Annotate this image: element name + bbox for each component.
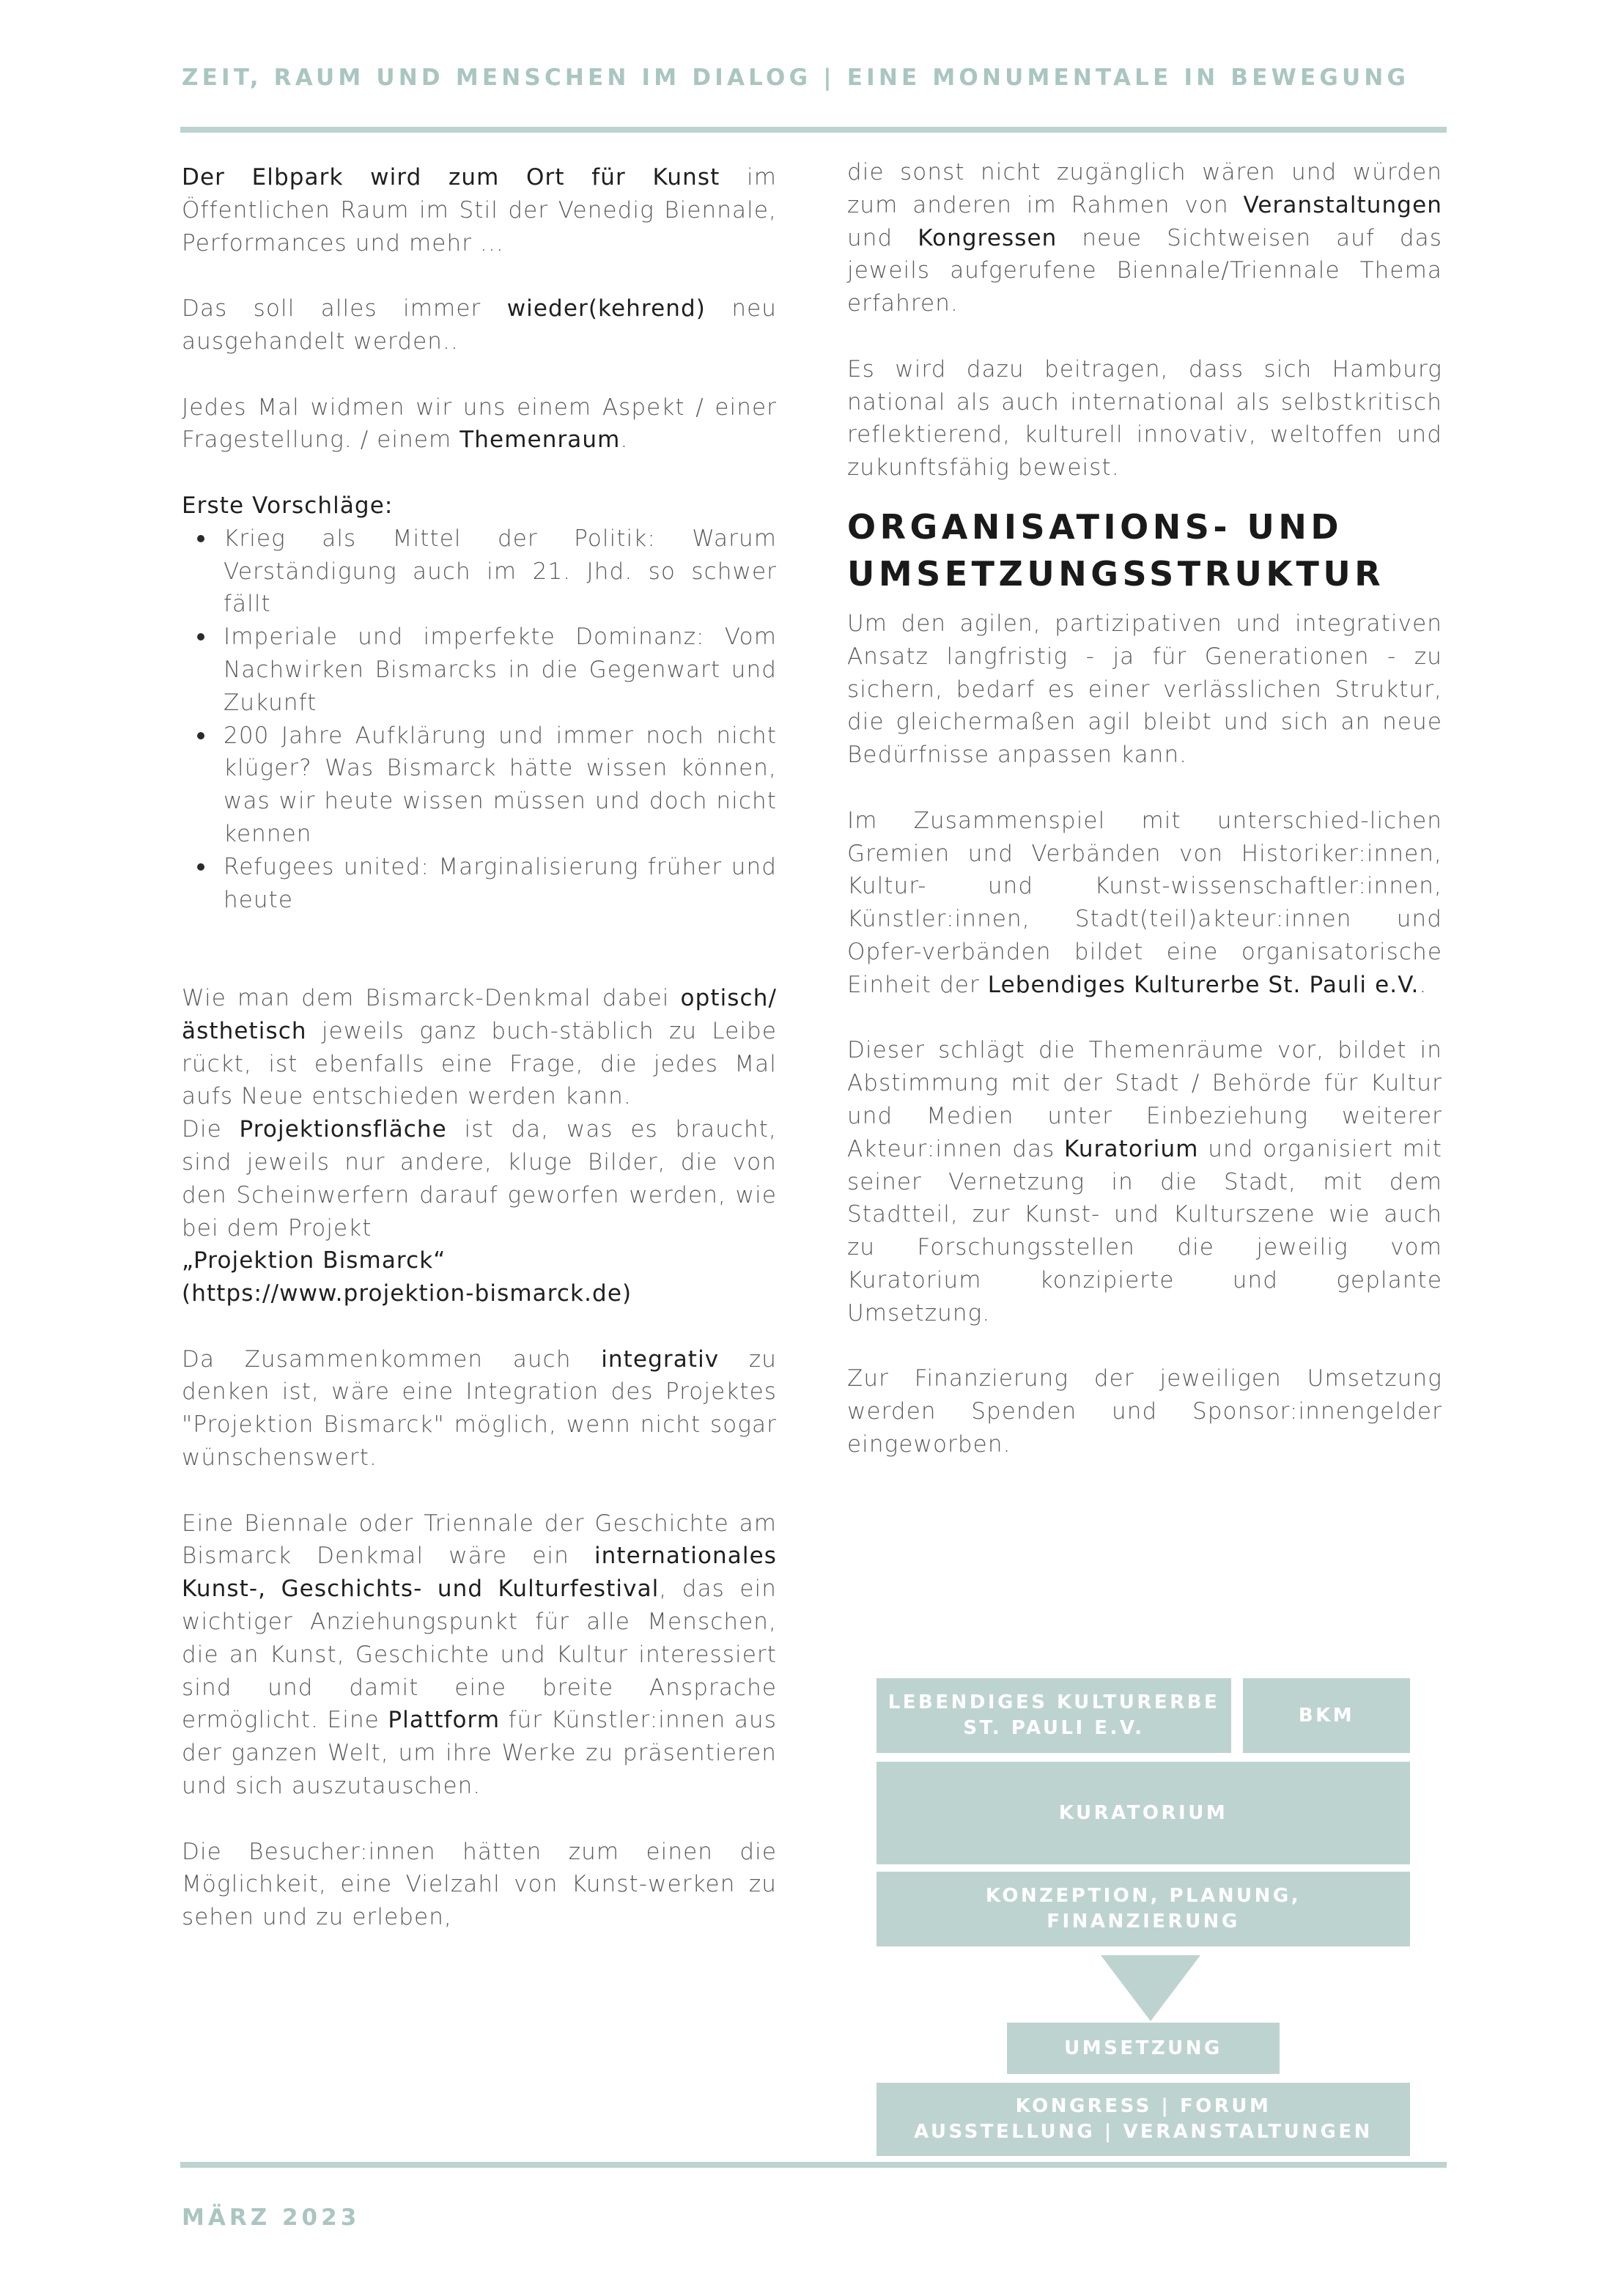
structure-paragraph: Um den agilen, partizipativen und integrativen Ansatz langfristig - ja für Generationen - zu sichern, bedarf es einer verlässlichen Struktur, die gleichermaßen agil bleibt und sich an neue Bedürfnisse anpassen kann. xyxy=(847,610,1442,769)
projection-paragraph: Die Projektionsfläche ist da, was es braucht, sind jeweils nur andere, kluge Bilder, die von den Scheinwerfern darauf geworfen werden, wie bei dem Projekt xyxy=(182,1116,777,1241)
visitors-paragraph: Die Besucher:innen hätten zum einen die Möglichkeit, eine Vielzahl von Kunst-werken zu sehen und zu erleben, xyxy=(182,1838,777,1931)
project-name: „Projektion Bismarck“ xyxy=(182,1247,446,1274)
financing-paragraph: Zur Finanzierung der jeweiligen Umsetzung werden Spenden und Sponsor:innengelder eingeworben. xyxy=(847,1365,1442,1458)
cooperation-paragraph: Im Zusammenspiel mit unterschied-lichen Gremien und Verbänden von Historiker:innen, Kultur- und Kunst-wissenschaftler:innen, Künstler:innen, Stadt(teil)akteur:innen und Opfer-verbänden bildet eine organisatorische Einheit der Lebendiges Kulturerbe St. Pauli e.V.. xyxy=(847,807,1442,998)
right-column xyxy=(847,156,1442,1461)
header-divider xyxy=(180,127,1447,133)
theme-space-paragraph: Jedes Mal widmen wir uns einem Aspekt / einer Fragestellung. / einem Themenraum. xyxy=(182,394,777,454)
proposals-list xyxy=(182,523,777,917)
list-item: Krieg als Mittel der Politik: Warum Verständigung auch im 21. Jhd. so schwer fällt xyxy=(224,523,777,621)
diagram-arrow-down xyxy=(1101,1955,1200,2021)
integration-paragraph: Da Zusammenkommen auch integrativ zu denken ist, wäre eine Integration des Projektes "Projektion Bismarck" möglich, wenn nicht sogar wünschenswert. xyxy=(182,1346,777,1472)
footer-date: MÄRZ 2023 xyxy=(182,2204,361,2231)
diagram-box-bkm: BKM xyxy=(1243,1678,1410,1753)
festival-paragraph: Eine Biennale oder Triennale der Geschichte am Bismarck Denkmal wäre ein internationales Kunst-, Geschichts- und Kulturfestival, das ein wichtiger Anziehungspunkt für alle Menschen, die an Kunst, Geschichte und Kultur interessiert sind und damit eine breite Ansprache ermöglicht. Eine Plattform für Künstler:innen aus der ganzen Welt, um ihre Werke zu präsentieren und sich auszutauschen. xyxy=(182,1510,778,1800)
footer-divider xyxy=(180,2162,1447,2168)
diagram-box-kongress: KONGRESS | FORUM AUSSTELLUNG | VERANSTALTUNGEN xyxy=(876,2083,1410,2156)
diagram-box-kuratorium: KURATORIUM xyxy=(876,1762,1410,1864)
proposals-label: Erste Vorschläge: xyxy=(182,492,394,519)
list-item: 200 Jahre Aufklärung und immer noch nicht klüger? Was Bismarck hätte wissen können, was wir heute wissen müssen und doch nicht kennen xyxy=(224,720,777,851)
page-header: ZEIT, RAUM UND MENSCHEN IM DIALOG | EINE MONUMENTALE IN BEWEGUNG xyxy=(182,64,1410,91)
renegotiation-paragraph: Das soll alles immer wieder(kehrend) neu ausgehandelt werden.. xyxy=(182,295,777,355)
list-item: Imperiale und imperfekte Dominanz: Vom Nachwirken Bismarcks in die Gegenwart und Zukunft xyxy=(224,621,777,719)
list-item: Refugees united: Marginalisierung früher und heute xyxy=(224,851,777,917)
curatorium-paragraph: Dieser schlägt die Themenräume vor, bildet in Abstimmung mit der Stadt / Behörde für Kultur und Medien unter Einbeziehung weiterer Akteur:innen das Kuratorium und organisiert mit seiner Vernetzung in die Stadt, mit dem Stadtteil, zur Kunst- und Kulturszene wie auch zu Forschungsstellen die jeweilig vom Kuratorium konzipierte und geplante Umsetzung. xyxy=(847,1037,1442,1326)
diagram-box-konzeption: KONZEPTION, PLANUNG, FINANZIERUNG xyxy=(876,1872,1410,1946)
optics-paragraph: Wie man dem Bismarck-Denkmal dabei optisch/ästhetisch jeweils ganz buch-stäblich zu Leibe rückt, ist ebenfalls eine Frage, die jedes Mal aufs Neue entschieden werden kann. xyxy=(182,984,777,1110)
events-paragraph: die sonst nicht zugänglich wären und würden zum anderen im Rahmen von Veranstaltungen und Kongressen neue Sichtweisen auf das jeweils aufgerufene Biennale/Triennale Thema erfahren. xyxy=(847,159,1442,317)
diagram-box-umsetzung: UMSETZUNG xyxy=(1007,2023,1280,2074)
hamburg-paragraph: Es wird dazu beitragen, dass sich Hamburg national als auch international als selbstkritisch reflektierend, kulturell innovativ, weltoffen und zukunftsfähig beweist. xyxy=(847,355,1442,481)
intro-paragraph: Der Elbpark wird zum Ort für Kunst im Öffentlichen Raum im Stil der Venedig Biennale, Performances und mehr ... xyxy=(182,164,777,256)
section-heading: ORGANISATIONS- UND UMSETZUNGSSTRUKTUR xyxy=(847,506,1385,594)
diagram-box-kulturerbe: LEBENDIGES KULTURERBE ST. PAULI E.V. xyxy=(876,1678,1231,1753)
left-column xyxy=(182,161,777,1934)
project-url: (https://www.projektion-bismarck.de) xyxy=(182,1280,632,1307)
